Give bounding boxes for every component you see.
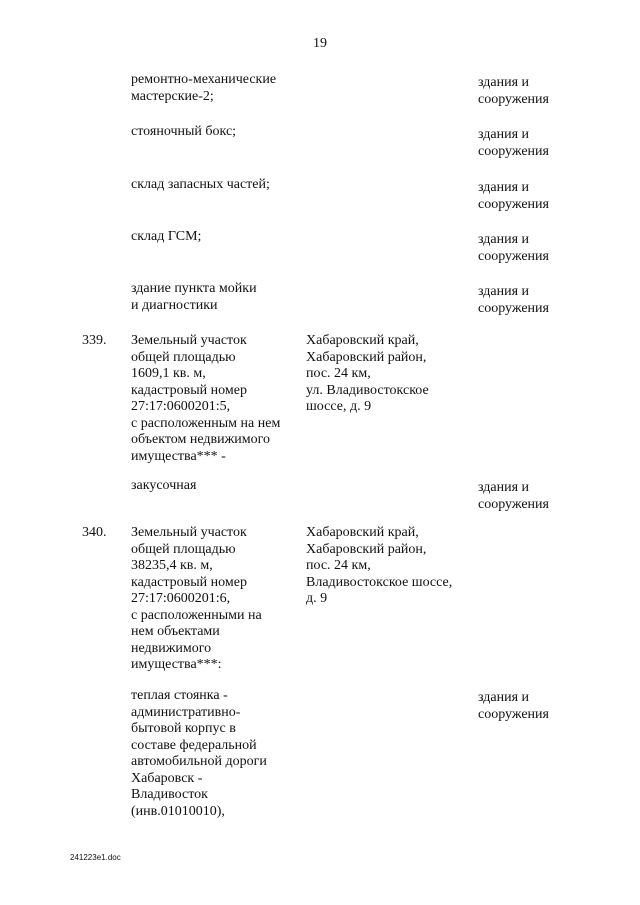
description-line: кадастровый номер	[131, 382, 247, 398]
description-line: мастерские-2;	[131, 88, 214, 104]
description-line: закусочная	[131, 478, 197, 493]
type-line: сооружения	[478, 143, 549, 159]
description-line: склад ГСМ;	[131, 229, 202, 244]
address-line: д. 9	[306, 591, 328, 606]
type-line: сооружения	[478, 91, 549, 107]
type-line: здания и	[478, 232, 530, 247]
type-line: здания и	[478, 75, 530, 90]
type-line: здания и	[478, 284, 530, 299]
object-type	[478, 232, 588, 265]
land-plot-description	[131, 525, 306, 674]
object-description	[131, 688, 306, 820]
object-type	[478, 180, 588, 213]
type-line: здания и	[478, 180, 530, 195]
object-description	[131, 478, 306, 495]
description-line: Владивосток	[131, 787, 208, 802]
description-line: Земельный участок	[131, 333, 247, 348]
type-line: сооружения	[478, 300, 549, 316]
description-line: (инв.01010010),	[131, 803, 225, 819]
object-type	[478, 127, 588, 160]
description-line: 27:17:0600201:6,	[131, 591, 231, 606]
address-line: Владивостокское шоссе,	[306, 574, 453, 590]
address-line: пос. 24 км,	[306, 558, 371, 573]
type-line: сооружения	[478, 496, 549, 512]
description-line: кадастровый номер	[131, 574, 247, 590]
object-type	[478, 480, 588, 513]
item-number: 340.	[82, 525, 107, 540]
description-line: здание пункта мойки	[131, 281, 257, 296]
description-line: имущества*** -	[131, 448, 226, 464]
description-line: 1609,1 кв. м,	[131, 366, 206, 381]
object-description	[131, 281, 306, 314]
type-line: сооружения	[478, 196, 549, 212]
type-line: сооружения	[478, 706, 549, 722]
object-type	[478, 690, 588, 723]
object-type	[478, 284, 588, 317]
type-line: здания и	[478, 480, 530, 495]
description-line: бытовой корпус в	[131, 721, 236, 736]
description-line: ремонтно-механические	[131, 72, 277, 87]
object-description	[131, 72, 306, 105]
land-plot-description	[131, 333, 306, 465]
description-line: административно-	[131, 704, 241, 720]
description-line: с расположенным на нем	[131, 415, 281, 431]
type-line: сооружения	[478, 248, 549, 264]
address-line: Хабаровский район,	[306, 541, 427, 557]
description-line: с расположенными на	[131, 607, 262, 623]
description-line: стояночный бокс;	[131, 124, 237, 139]
description-line: и диагностики	[131, 297, 218, 313]
type-line: здания и	[478, 690, 530, 705]
description-line: нем объектами	[131, 624, 220, 639]
object-description	[131, 177, 306, 194]
description-line: Хабаровск -	[131, 770, 203, 786]
description-line: теплая стоянка -	[131, 688, 228, 703]
description-line: имущества***:	[131, 657, 222, 672]
address-line: пос. 24 км,	[306, 366, 371, 381]
address-line: Хабаровский край,	[306, 333, 419, 348]
address-line: шоссе, д. 9	[306, 399, 372, 414]
type-line: здания и	[478, 127, 530, 142]
description-line: склад запасных частей;	[131, 177, 270, 192]
address	[306, 525, 476, 608]
description-line: Земельный участок	[131, 525, 247, 540]
address	[306, 333, 476, 416]
description-line: составе федеральной	[131, 737, 257, 753]
description-line: общей площадью	[131, 349, 236, 365]
address-line: Хабаровский край,	[306, 525, 419, 540]
address-line: Хабаровский район,	[306, 349, 427, 365]
object-description	[131, 229, 306, 246]
description-line: общей площадью	[131, 541, 236, 557]
description-line: автомобильной дороги	[131, 754, 267, 769]
object-type	[478, 75, 588, 108]
address-line: ул. Владивостокское	[306, 382, 429, 398]
description-line: недвижимого	[131, 640, 212, 656]
object-description	[131, 124, 306, 141]
description-line: 38235,4 кв. м,	[131, 558, 213, 573]
page-number: 19	[313, 36, 327, 51]
item-number: 339.	[82, 333, 107, 348]
description-line: объектом недвижимого	[131, 432, 271, 447]
file-name-footer: 241223e1.doc	[70, 853, 121, 862]
description-line: 27:17:0600201:5,	[131, 399, 231, 414]
